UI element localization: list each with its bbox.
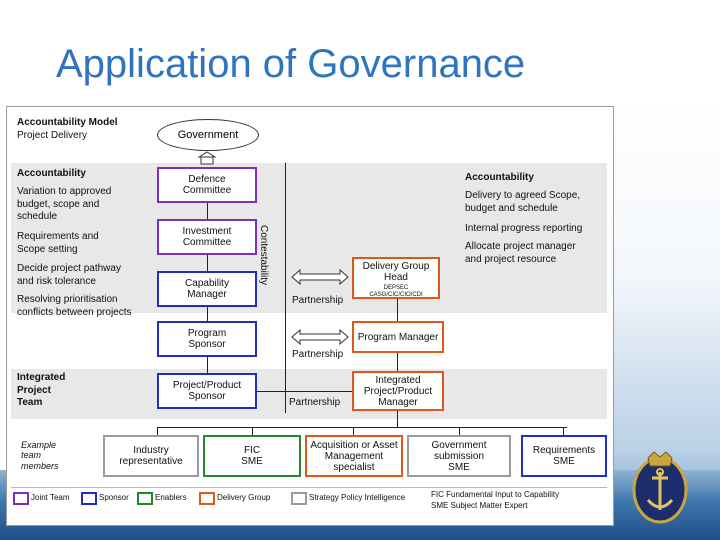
- right-accountability-heading: Accountability: [465, 172, 534, 183]
- partnership-label-3: Partnership: [289, 397, 341, 408]
- governance-diagram: [6, 106, 614, 526]
- legend-swatch-sponsor: [81, 492, 97, 505]
- right-item-2: Internal progress reporting: [465, 223, 583, 234]
- ipt-band: [11, 369, 607, 419]
- investment-committee-box: Investment Committee: [157, 219, 257, 255]
- program-sponsor-box: Program Sponsor: [157, 321, 257, 357]
- legend-note-fic: FIC Fundamental Input to Capability: [431, 490, 560, 499]
- requirements-sme-box: Requirements SME: [521, 435, 607, 477]
- legend-swatch-enablers: [137, 492, 153, 505]
- legend-delivery-group: Delivery Group: [217, 493, 271, 502]
- left-item-1: Variation to approved budget, scope and schedule: [17, 186, 112, 222]
- government-node: Government: [157, 119, 259, 151]
- project-product-sponsor-box: Project/Product Sponsor: [157, 373, 257, 409]
- right-item-3: Allocate project manager and project resource: [465, 241, 576, 265]
- fic-sme-box: FIC SME: [203, 435, 301, 477]
- partnership-label-1: Partnership: [292, 295, 344, 306]
- partnership-label-2: Partnership: [292, 349, 344, 360]
- naval-crest-icon: [628, 448, 692, 526]
- connector: [397, 411, 398, 427]
- left-item-3: Decide project pathway and risk tolerance: [17, 263, 121, 287]
- connector: [252, 427, 253, 435]
- legend-swatch-joint-team: [13, 492, 29, 505]
- diagram-subheading: Project Delivery: [17, 130, 88, 141]
- connector: [563, 427, 564, 435]
- contestability-label: Contestability: [258, 225, 269, 286]
- example-team-label: Example team members: [21, 440, 59, 471]
- left-item-4: Resolving prioritisation conflicts between projects: [17, 294, 132, 318]
- ipt-label: Integrated Project Team: [17, 372, 66, 408]
- connector: [207, 357, 208, 373]
- connector: [397, 353, 398, 371]
- industry-representative-box: Industry representative: [103, 435, 199, 477]
- legend-divider: [11, 487, 607, 488]
- legend-joint-team: Joint Team: [31, 493, 70, 502]
- delivery-group-head-sublabel: DEPSEC CASG/CIC/CIO/CDI: [369, 285, 423, 298]
- delivery-group-head-label: Delivery Group Head: [362, 261, 430, 283]
- acquisition-specialist-box: Acquisition or Asset Management specialist: [305, 435, 403, 477]
- government-submission-sme-box: Government submission SME: [407, 435, 511, 477]
- team-bar: [157, 427, 567, 428]
- partnership-arrow-1: [291, 269, 349, 285]
- connector: [397, 299, 398, 321]
- connector: [353, 427, 354, 435]
- diagram-heading: Accountability Model: [17, 117, 118, 128]
- connector: [207, 203, 208, 219]
- contestability-line: [285, 163, 286, 413]
- left-item-2: Requirements and Scope setting: [17, 231, 99, 255]
- partnership-arrow-2: [291, 329, 349, 345]
- legend-note-sme: SME Subject Matter Expert: [431, 501, 528, 510]
- integrated-project-manager-box: Integrated Project/Product Manager: [352, 371, 444, 411]
- house-connector-icon: [197, 151, 217, 165]
- legend-swatch-delivery-group: [199, 492, 215, 505]
- capability-manager-box: Capability Manager: [157, 271, 257, 307]
- connector: [207, 307, 208, 321]
- legend-strategy: Strategy Policy Intelligence: [309, 493, 406, 502]
- connector: [157, 427, 158, 435]
- legend-enablers: Enablers: [155, 493, 187, 502]
- right-item-1: Delivery to agreed Scope, budget and schedule: [465, 190, 581, 214]
- legend-sponsor: Sponsor: [99, 493, 129, 502]
- connector: [459, 427, 460, 435]
- legend-swatch-strategy: [291, 492, 307, 505]
- connector: [207, 255, 208, 271]
- partnership-line-3: [257, 391, 352, 392]
- program-manager-box: Program Manager: [352, 321, 444, 353]
- left-accountability-heading: Accountability: [17, 168, 86, 179]
- slide-title: Application of Governance: [56, 42, 526, 86]
- defence-committee-box: Defence Committee: [157, 167, 257, 203]
